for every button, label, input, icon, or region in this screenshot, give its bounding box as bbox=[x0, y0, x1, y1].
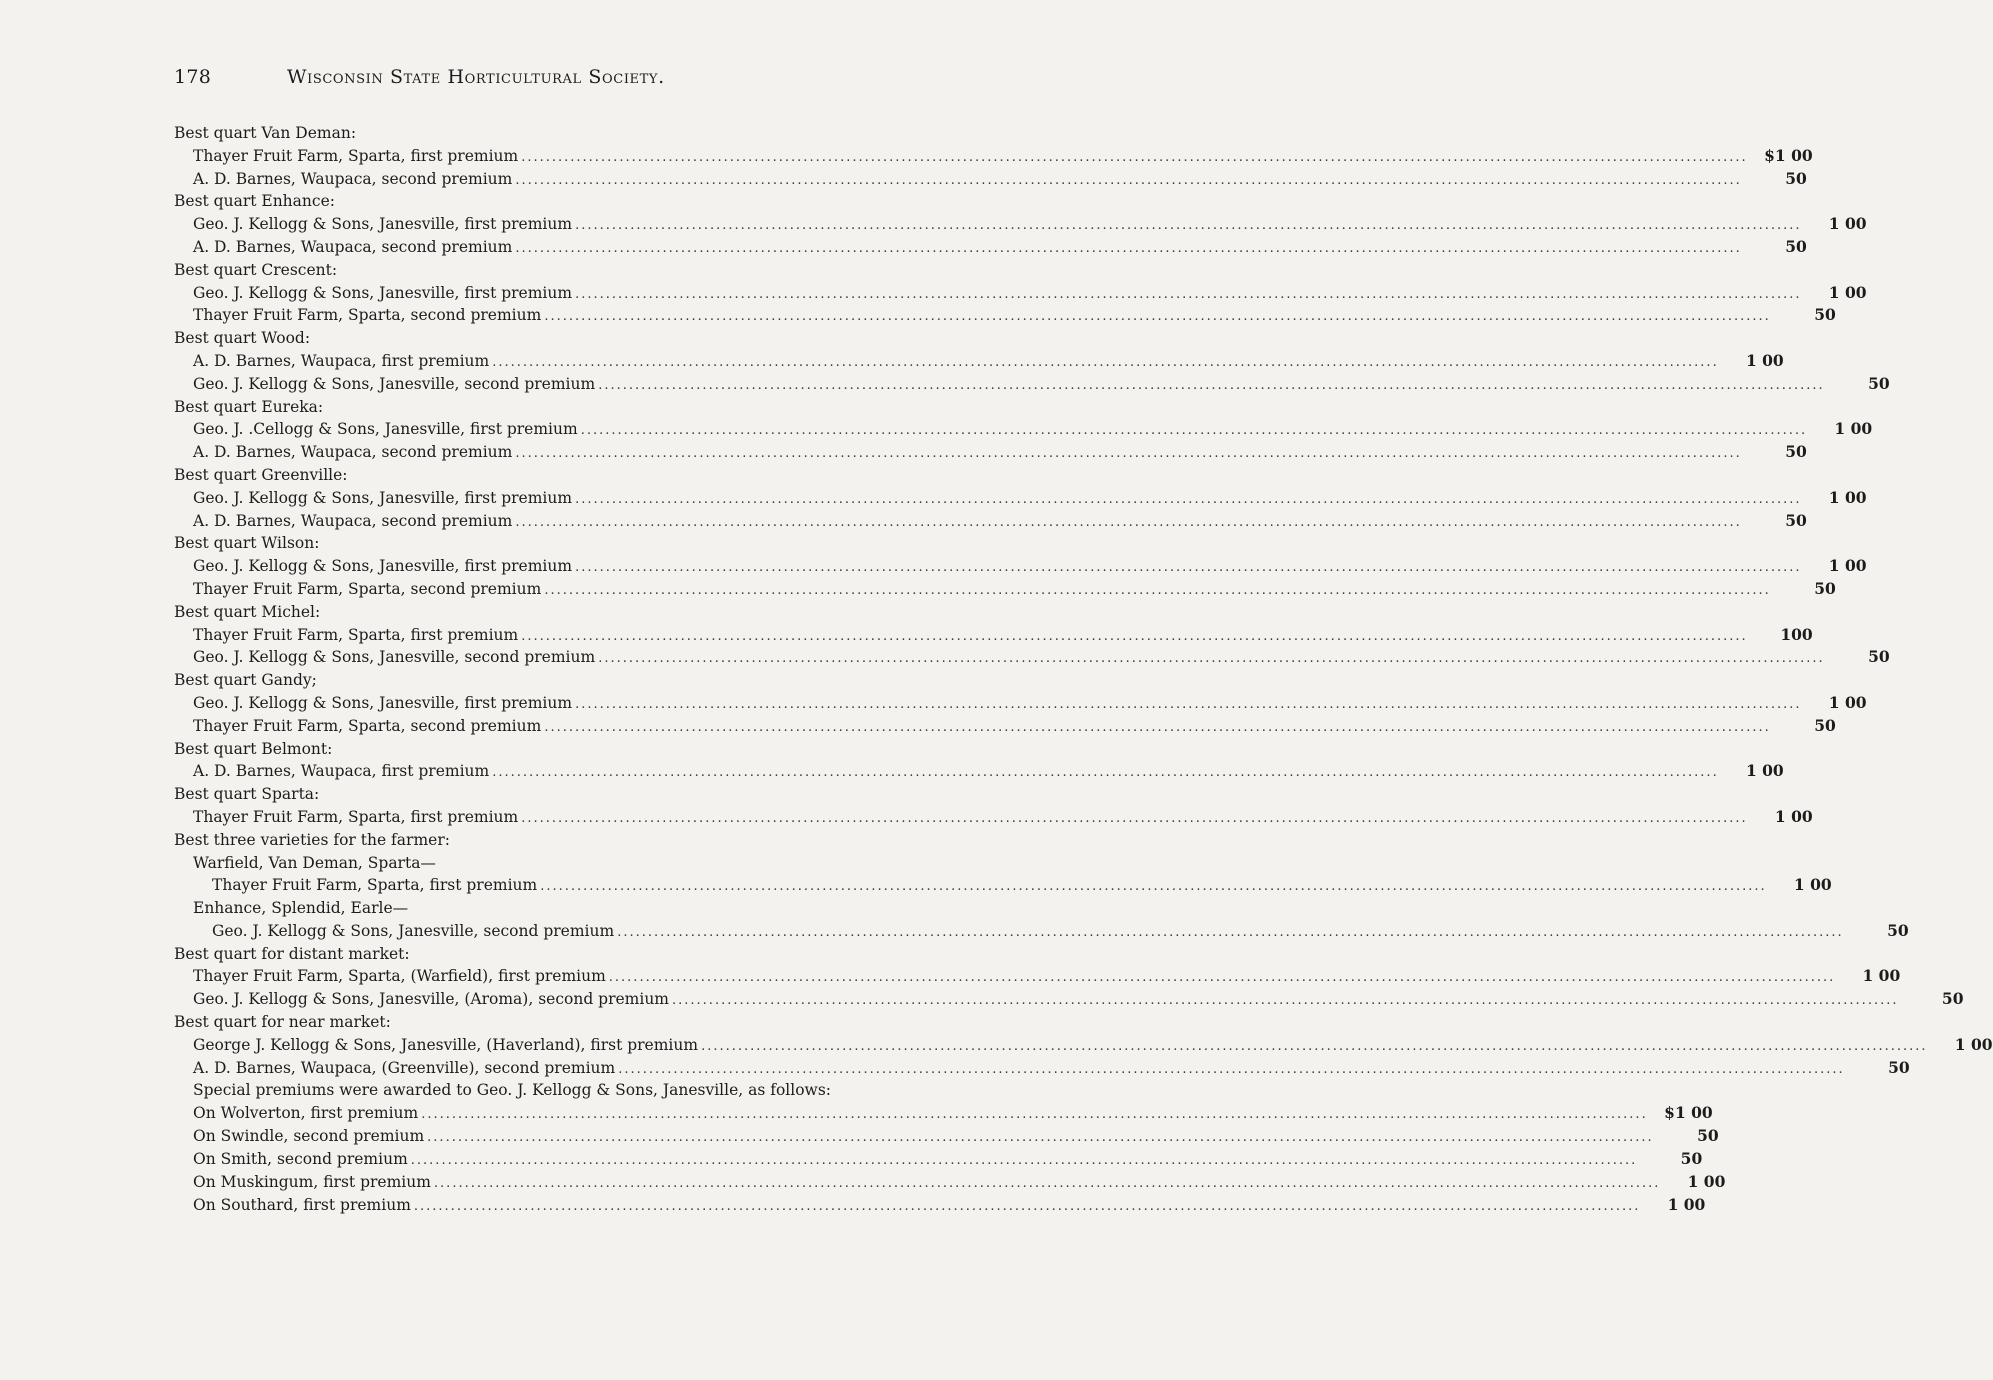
premium-entry bbox=[174, 646, 1890, 669]
entry-amount: 50 bbox=[1785, 236, 1807, 256]
premium-list bbox=[174, 122, 1993, 1216]
entry-label: Geo. J. Kellogg & Sons, Janesville, first premium bbox=[193, 215, 573, 234]
quart-section bbox=[174, 783, 1813, 829]
entry-label: Geo. J. Kellogg & Sons, Janesville, (Aroma), second premium bbox=[193, 990, 670, 1009]
section-heading: Best three varieties for the farmer: bbox=[174, 830, 450, 849]
section-heading: Best quart Wood: bbox=[174, 329, 311, 348]
premium-entry bbox=[174, 874, 1832, 897]
entry-label: On Swindle, second premium bbox=[193, 1127, 425, 1146]
premium-entry bbox=[174, 988, 1964, 1011]
entry-amount: 1 00 bbox=[1828, 556, 1867, 576]
premium-entry bbox=[174, 965, 1901, 988]
entry-label: On Muskingum, first premium bbox=[193, 1172, 431, 1191]
page-number: 178 bbox=[174, 66, 212, 88]
entry-amount: 50 bbox=[1785, 168, 1807, 188]
entry-amount: 50 bbox=[1785, 510, 1807, 530]
entry-label: Thayer Fruit Farm, Sparta, first premium bbox=[193, 146, 519, 165]
variety-group: Warfield, Van Deman, Sparta— bbox=[193, 853, 436, 872]
leader-dots: ........................................................................................................................................................................................................ bbox=[427, 1130, 1654, 1146]
premium-entry bbox=[174, 806, 1813, 829]
section-heading: Best quart Eureka: bbox=[174, 397, 324, 416]
entry-label: A. D. Barnes, Waupaca, second premium bbox=[193, 237, 513, 256]
special-premiums-section bbox=[174, 1081, 1726, 1216]
quart-section bbox=[174, 601, 1890, 669]
section-heading: Best quart Wilson: bbox=[174, 534, 320, 553]
farmer-section bbox=[174, 829, 1909, 943]
premium-entry bbox=[174, 373, 1890, 396]
page-header bbox=[174, 66, 754, 92]
leader-dots: ........................................................................................................................................................................................................ bbox=[521, 810, 1748, 826]
entry-label: A. D. Barnes, Waupaca, second premium bbox=[193, 511, 513, 530]
entry-label: Thayer Fruit Farm, Sparta, (Warfield), first premium bbox=[193, 967, 606, 986]
entry-label: On Wolverton, first premium bbox=[193, 1104, 419, 1123]
section-heading: Best quart Michel: bbox=[174, 602, 321, 621]
leader-dots: ........................................................................................................................................................................................................ bbox=[515, 172, 1742, 188]
entry-amount: 1 00 bbox=[1954, 1034, 1993, 1054]
premium-entry bbox=[174, 578, 1836, 601]
quart-section bbox=[174, 464, 1867, 532]
entry-amount: 50 bbox=[1868, 647, 1890, 667]
premium-entry bbox=[174, 1034, 1993, 1057]
entry-amount: 1 00 bbox=[1828, 214, 1867, 234]
entry-label: Geo. J. .Cellogg & Sons, Janesville, first premium bbox=[193, 420, 578, 439]
section-heading: Best quart Belmont: bbox=[174, 739, 333, 758]
leader-dots: ........................................................................................................................................................................................................ bbox=[598, 651, 1825, 667]
entry-amount: 1 00 bbox=[1745, 350, 1784, 370]
entry-label: Geo. J. Kellogg & Sons, Janesville, second premium bbox=[193, 648, 596, 667]
entry-amount: 50 bbox=[1888, 1057, 1910, 1077]
entry-amount: 100 bbox=[1780, 624, 1813, 644]
entry-label: Thayer Fruit Farm, Sparta, first premium bbox=[193, 807, 519, 826]
leader-dots: ........................................................................................................................................................................................................ bbox=[618, 1061, 1845, 1077]
leader-dots: ........................................................................................................................................................................................................ bbox=[515, 240, 1742, 256]
quart-section bbox=[174, 669, 1867, 737]
section-heading: Best quart Crescent: bbox=[174, 260, 338, 279]
quart-sections bbox=[174, 122, 1890, 829]
leader-dots: ........................................................................................................................................................................................................ bbox=[598, 377, 1825, 393]
entry-label: A. D. Barnes, Waupaca, second premium bbox=[193, 443, 513, 462]
premium-entry bbox=[174, 1148, 1703, 1171]
leader-dots: ........................................................................................................................................................................................................ bbox=[575, 286, 1802, 302]
entry-amount: 1 00 bbox=[1828, 692, 1867, 712]
entry-label: A. D. Barnes, Waupaca, second premium bbox=[193, 169, 513, 188]
premium-entry bbox=[174, 555, 1867, 578]
entry-label: Thayer Fruit Farm, Sparta, first premium bbox=[193, 625, 519, 644]
leader-dots: ........................................................................................................................................................................................................ bbox=[575, 560, 1802, 576]
entry-label: Thayer Fruit Farm, Sparta, second premium bbox=[193, 716, 542, 735]
entry-label: Thayer Fruit Farm, Sparta, second premium bbox=[193, 579, 542, 598]
quart-section bbox=[174, 190, 1867, 258]
leader-dots: ........................................................................................................................................................................................................ bbox=[575, 696, 1802, 712]
entry-label: Geo. J. Kellogg & Sons, Janesville, second premium bbox=[193, 374, 596, 393]
section-heading: Best quart Enhance: bbox=[174, 192, 335, 211]
premium-entry bbox=[174, 624, 1813, 647]
entry-amount: 50 bbox=[1814, 578, 1836, 598]
entry-label: A. D. Barnes, Waupaca, first premium bbox=[193, 762, 490, 781]
entry-amount: 50 bbox=[1697, 1126, 1719, 1146]
leader-dots: ........................................................................................................................................................................................................ bbox=[515, 514, 1742, 530]
leader-dots: ........................................................................................................................................................................................................ bbox=[617, 924, 1844, 940]
leader-dots: ........................................................................................................................................................................................................ bbox=[580, 423, 1808, 439]
leader-dots: ........................................................................................................................................................................................................ bbox=[701, 1038, 1928, 1054]
premium-entry bbox=[174, 692, 1867, 715]
premium-entry bbox=[174, 920, 1909, 943]
leader-dots: ........................................................................................................................................................................................................ bbox=[433, 1175, 1661, 1191]
entry-label: A. D. Barnes, Waupaca, first premium bbox=[193, 351, 490, 370]
leader-dots: ........................................................................................................................................................................................................ bbox=[515, 446, 1742, 462]
entry-label: Thayer Fruit Farm, Sparta, first premium bbox=[212, 876, 538, 895]
section-heading: Best quart Sparta: bbox=[174, 785, 320, 804]
premium-entry bbox=[174, 282, 1867, 305]
entry-amount: $1 00 bbox=[1664, 1103, 1713, 1123]
quart-section bbox=[174, 738, 1784, 784]
entry-amount: 1 00 bbox=[1667, 1194, 1706, 1214]
entry-label: Geo. J. Kellogg & Sons, Janesville, first premium bbox=[193, 557, 573, 576]
special-paragraph: Special premiums were awarded to Geo. J. Kellogg & Sons, Janesville, as follows: bbox=[193, 1081, 831, 1100]
near-market-section bbox=[174, 1011, 1993, 1079]
premium-entry bbox=[174, 304, 1836, 327]
leader-dots: ........................................................................................................................................................................................................ bbox=[540, 879, 1767, 895]
leader-dots: ........................................................................................................................................................................................................ bbox=[521, 628, 1748, 644]
premium-entry bbox=[174, 760, 1784, 783]
entry-amount: 1 00 bbox=[1774, 806, 1813, 826]
premium-entry bbox=[174, 168, 1807, 191]
entry-amount: 50 bbox=[1785, 442, 1807, 462]
entry-amount: 1 00 bbox=[1828, 282, 1867, 302]
premium-entry bbox=[174, 1102, 1713, 1125]
entry-amount: 50 bbox=[1814, 305, 1836, 325]
variety-group: Enhance, Splendid, Earle— bbox=[193, 899, 409, 918]
premium-entry bbox=[174, 145, 1813, 168]
entry-label: Geo. J. Kellogg & Sons, Janesville, first premium bbox=[193, 283, 573, 302]
running-title: Wisconsin State Horticultural Society. bbox=[287, 66, 665, 88]
premium-entry bbox=[174, 1171, 1726, 1194]
quart-section bbox=[174, 396, 1873, 464]
entry-amount: 50 bbox=[1868, 373, 1890, 393]
entry-amount: 50 bbox=[1680, 1149, 1703, 1169]
premium-entry bbox=[174, 510, 1807, 533]
leader-dots: ........................................................................................................................................................................................................ bbox=[672, 993, 1899, 1009]
entry-amount: 50 bbox=[1941, 989, 1964, 1009]
quart-section bbox=[174, 532, 1867, 600]
entry-amount: 1 00 bbox=[1745, 761, 1784, 781]
entry-amount: $1 00 bbox=[1764, 145, 1813, 165]
premium-entry bbox=[174, 236, 1807, 259]
entry-label: Geo. J. Kellogg & Sons, Janesville, first premium bbox=[193, 488, 573, 507]
section-heading: Best quart Gandy; bbox=[174, 671, 317, 690]
leader-dots: ........................................................................................................................................................................................................ bbox=[544, 582, 1771, 598]
section-heading: Best quart Greenville: bbox=[174, 465, 348, 484]
entry-amount: 1 00 bbox=[1687, 1171, 1726, 1191]
leader-dots: ........................................................................................................................................................................................................ bbox=[544, 309, 1771, 325]
leader-dots: ........................................................................................................................................................................................................ bbox=[575, 491, 1802, 507]
premium-entry bbox=[174, 213, 1867, 236]
quart-section bbox=[174, 327, 1890, 395]
leader-dots: ........................................................................................................................................................................................................ bbox=[410, 1153, 1638, 1169]
entry-label: On Smith, second premium bbox=[193, 1150, 408, 1169]
leader-dots: ........................................................................................................................................................................................................ bbox=[413, 1198, 1641, 1214]
entry-label: On Southard, first premium bbox=[193, 1195, 411, 1214]
entry-label: A. D. Barnes, Waupaca, (Greenville), second premium bbox=[193, 1058, 616, 1077]
entry-amount: 50 bbox=[1814, 715, 1836, 735]
premium-entry bbox=[174, 1057, 1910, 1080]
leader-dots: ........................................................................................................................................................................................................ bbox=[492, 765, 1719, 781]
premium-entry bbox=[174, 1194, 1706, 1217]
premium-entry bbox=[174, 715, 1836, 738]
entry-amount: 1 00 bbox=[1834, 419, 1873, 439]
section-heading: Best quart for distant market: bbox=[174, 944, 410, 963]
distant-market-section bbox=[174, 943, 1964, 1011]
leader-dots: ........................................................................................................................................................................................................ bbox=[575, 218, 1802, 234]
quart-section bbox=[174, 259, 1867, 327]
leader-dots: ........................................................................................................................................................................................................ bbox=[521, 149, 1748, 165]
section-heading: Best quart for near market: bbox=[174, 1013, 391, 1032]
premium-entry bbox=[174, 487, 1867, 510]
entry-amount: 50 bbox=[1887, 920, 1909, 940]
special-entries bbox=[174, 1102, 1726, 1216]
entry-amount: 1 00 bbox=[1828, 487, 1867, 507]
entry-label: Geo. J. Kellogg & Sons, Janesville, second premium bbox=[212, 921, 615, 940]
entry-label: George J. Kellogg & Sons, Janesville, (Haverland), first premium bbox=[193, 1035, 699, 1054]
premium-entry bbox=[174, 1125, 1719, 1148]
leader-dots: ........................................................................................................................................................................................................ bbox=[492, 354, 1719, 370]
leader-dots: ........................................................................................................................................................................................................ bbox=[544, 719, 1771, 735]
premium-entry bbox=[174, 350, 1784, 373]
entry-label: Geo. J. Kellogg & Sons, Janesville, first premium bbox=[193, 693, 573, 712]
premium-entry bbox=[174, 441, 1807, 464]
entry-label: Thayer Fruit Farm, Sparta, second premium bbox=[193, 306, 542, 325]
quart-section bbox=[174, 122, 1813, 190]
entry-amount: 1 00 bbox=[1793, 875, 1832, 895]
section-heading: Best quart Van Deman: bbox=[174, 124, 357, 142]
leader-dots: ........................................................................................................................................................................................................ bbox=[421, 1107, 1648, 1123]
entry-amount: 1 00 bbox=[1862, 966, 1901, 986]
leader-dots: ........................................................................................................................................................................................................ bbox=[608, 970, 1836, 986]
premium-entry bbox=[174, 418, 1873, 441]
